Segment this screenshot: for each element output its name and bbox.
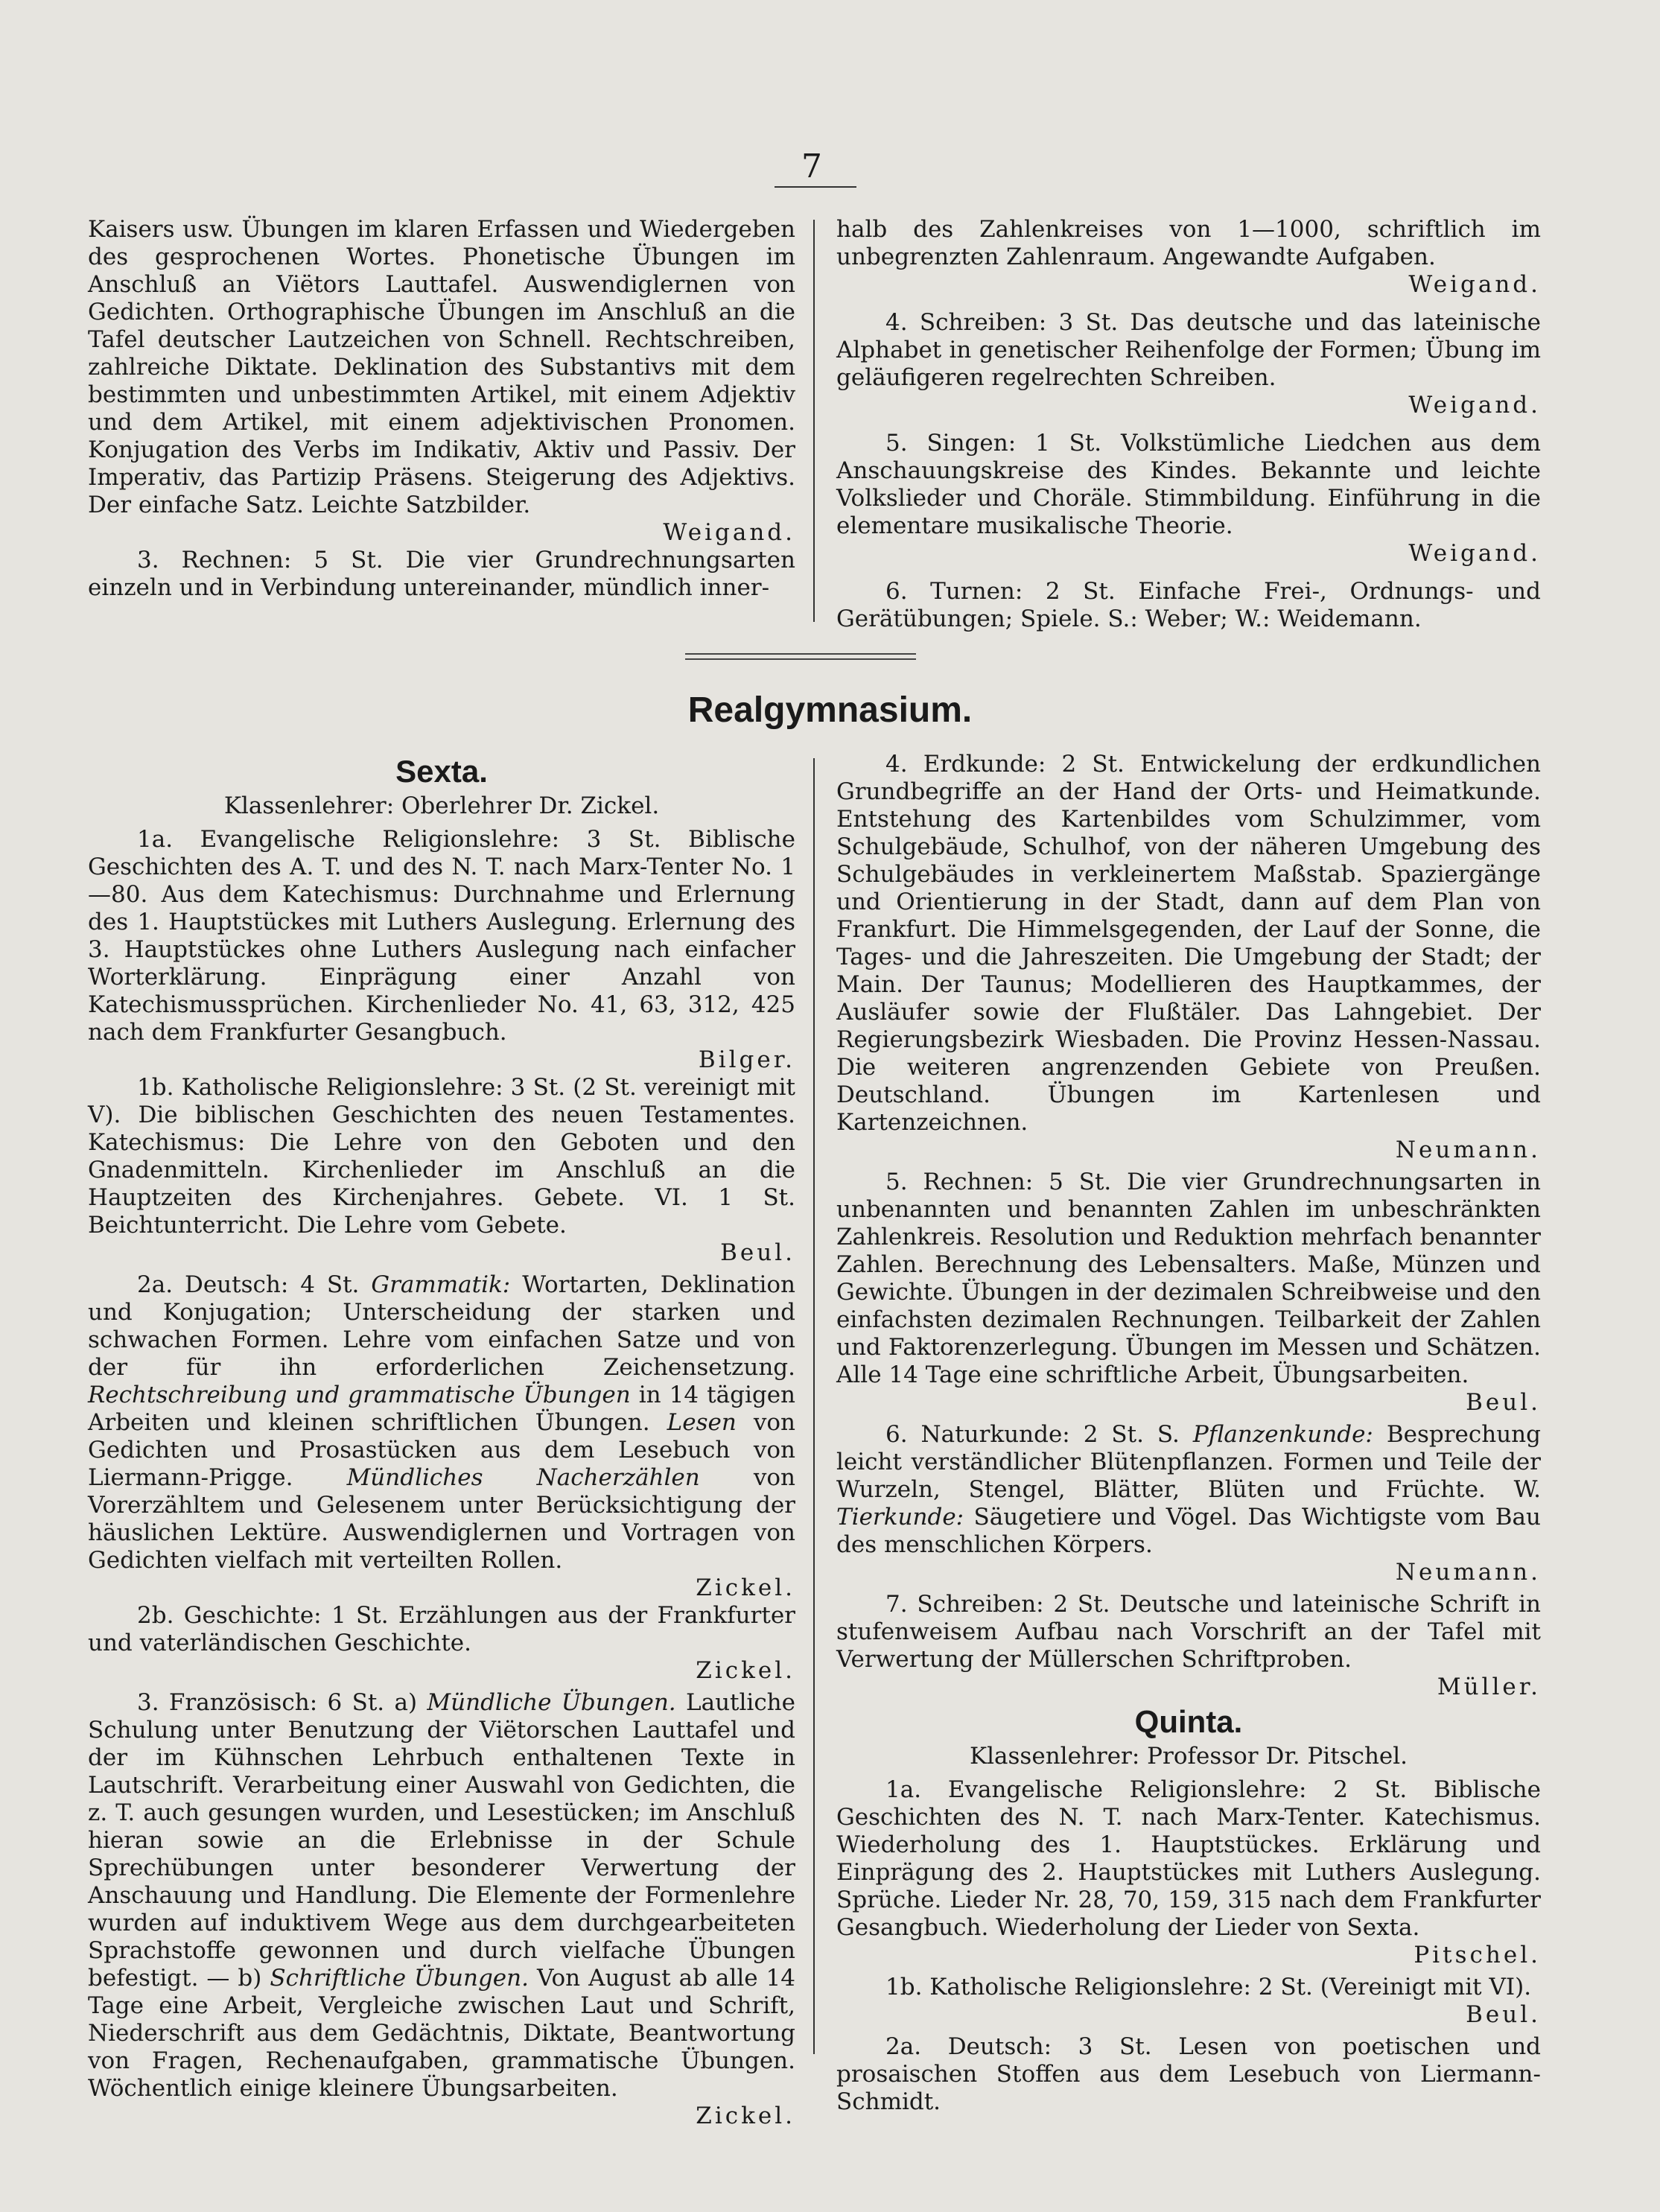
sexta-title: Sexta.: [395, 754, 488, 789]
sexta-column: [88, 751, 795, 2130]
paragraph-head: 3. Französisch: 6 St. a): [137, 1689, 418, 1716]
paragraph-text: Wortarten, Deklination und Konjugation; Unterscheidung der starken und schwachen Formen. Lehre vom einfachen Satze und von der für ihn erforderlichen Zeichensetzung.: [88, 1271, 795, 1381]
teacher-name: Weigand.: [1408, 271, 1541, 298]
paragraph: 4. Schreiben: 3 St. Das deutsche und das lateinische Alphabet in genetischer Reihenfolge der Formen; Übung im geläufigeren regelrechten Schreiben.: [836, 309, 1541, 391]
teacher-name: Beul.: [1466, 2001, 1541, 2028]
paragraph-head: 6. Naturkunde: 2 St. S.: [885, 1421, 1180, 1448]
section-separator: [685, 658, 916, 660]
teacher-name: Neumann.: [1395, 1559, 1541, 1586]
paragraph-text: Lautliche Schulung unter Benutzung der Viëtorschen Lauttafel und der im Kühnschen Lehrbuch enthaltenen Texte in Lautschrift. Verarbeitung einer Auswahl von Gedichten, die z. T. auch gesungen wurden, und Lesestücken; im Anschluß hieran sowie an die Erlebnisse in der Schule Sprechübungen unter besonderer Verwertung der Anschauung und Handlung. Die Elemente der Formenlehre wurden auf induktivem Wege aus dem durchgearbeiteten Sprachstoffe gewonnen und durch vielfache Übungen befestigt. — b): [88, 1689, 795, 1992]
paragraph: 6. Turnen: 2 St. Einfache Frei-, Ordnungs- und Gerätübungen; Spiele. S.: Weber; W.: Weidemann.: [836, 578, 1541, 632]
quinta-teacher: Klassenlehrer: Professor Dr. Pitschel.: [969, 1743, 1408, 1770]
page-number: 7: [801, 147, 822, 185]
paragraph: 4. Erdkunde: 2 St. Entwickelung der erdkundlichen Grundbegriffe an der Hand der Orts- und Heimatkunde. Entstehung des Kartenbildes vom Schulzimmer, vom Schulgebäude, Schulhof, von der näheren Umgebung des Schulgebäudes in verkleinertem Maßstab. Spaziergänge und Orientierung in der Stadt, dann auf dem Plan von Frankfurt. Die Himmelsgegenden, der Lauf der Sonne, die Tages- und die Jahreszeiten. Die Umgebung der Stadt; der Main. Der Taunus; Modellieren des Hauptkammes, der Ausläufer sowie der Flußtäler. Das Lahngebiet. Der Regierungsbezirk Wiesbaden. Die Provinz Hessen-Nassau. Die weiteren angrenzenden Gebiete von Preußen. Deutschland. Übungen im Kartenlesen und Kartenzeichnen.: [836, 751, 1541, 1136]
paragraph: 5. Rechnen: 5 St. Die vier Grundrechnungsarten in unbenannten und benannten Zahlen im unbeschränkten Zahlenkreis. Resolution und Reduktion mehrfach benannter Zahlen. Berechnung des Lebensalters. Maße, Münzen und Gewichte. Übungen in der dezimalen Schreibweise und den einfachsten dezimalen Rechnungen. Teilbarkeit der Zahlen und Faktorenzerlegung. Übungen im Messen und Schätzen. Alle 14 Tage eine schriftliche Arbeit, Übungsarbeiten.: [836, 1169, 1541, 1388]
paragraph: [88, 1271, 795, 1574]
teacher-name: Pitschel.: [1413, 1942, 1541, 1968]
teacher-name: Bilger.: [698, 1046, 795, 1073]
teacher-name: Weigand.: [1408, 540, 1541, 567]
teacher-name: Zickel.: [696, 1574, 795, 1601]
section-separator: [685, 653, 916, 655]
italic-term: Grammatik:: [371, 1271, 511, 1298]
paragraph: 2b. Geschichte: 1 St. Erzählungen aus der Frankfurter und vaterländischen Geschichte.: [88, 1602, 795, 1656]
italic-term: Mündliches Nacherzählen: [346, 1464, 700, 1491]
paragraph-text: Von August ab alle 14 Tage eine Arbeit, Vergleiche zwischen Laut und Schrift, Niederschrift aus dem Gedächtnis, Diktate, Beantwortung von Fragen, Rechenaufgaben, grammatische Übungen. Wöchentlich einige kleinere Übungsarbeiten.: [88, 1965, 796, 2102]
page-number-rule: [775, 186, 856, 188]
paragraph: Kaisers usw. Übungen im klaren Erfassen und Wiedergeben des gesprochenen Wortes. Phonetische Übungen im Anschluß an Viëtors Lauttafel. Auswendiglernen von Gedichten. Orthographische Übungen im Anschluß an die Tafel deutscher Lautzeichen von Schnell. Rechtschreiben, zahlreiche Diktate. Deklination des Substantivs mit dem bestimmten und unbestimmten Artikel, mit einem Adjektiv und dem Artikel, mit einem adjektivischen Pronomen. Konjugation des Verbs im Indikativ, Aktiv und Passiv. Der Imperativ, das Partizip Präsens. Steigerung des Adjektivs. Der einfache Satz. Leichte Satzbilder.: [88, 216, 795, 518]
paragraph: 1a. Evangelische Religionslehre: 2 St. Biblische Geschichten des N. T. nach Marx-Tenter. Katechismus. Wiederholung des 1. Hauptstückes. Erklärung und Einprägung des 2. Hauptstückes mit Luthers Auslegung. Sprüche. Lieder Nr. 28, 70, 159, 315 nach dem Frankfurter Gesangbuch. Wiederholung der Lieder von Sexta.: [836, 1776, 1541, 1941]
teacher-name: Weigand.: [1408, 392, 1541, 419]
teacher-name: Neumann.: [1395, 1137, 1541, 1163]
paragraph: [836, 1421, 1541, 1559]
teacher-name: Beul.: [1466, 1389, 1541, 1416]
paragraph: 1b. Katholische Religionslehre: 3 St. (2 St. vereinigt mit V). Die biblischen Geschichten des neuen Testamentes. Katechismus: Die Lehre von den Geboten und den Gnadenmitteln. Kirchenlieder im Anschluß an die Hauptzeiten des Kirchenjahres. Gebete. VI. 1 St. Beichtunterricht. Die Lehre vom Gebete.: [88, 1074, 795, 1239]
column-divider: [813, 758, 815, 2054]
paragraph-text: in 14 tägigen Arbeiten und kleinen schriftlichen Übungen.: [88, 1382, 796, 1436]
paragraph: 2a. Deutsch: 3 St. Lesen von poetischen und prosaischen Stoffen aus dem Lesebuch von Liermann-Schmidt.: [836, 2033, 1541, 2115]
italic-term: Schriftliche Übungen.: [270, 1965, 529, 1992]
right-column: [836, 751, 1541, 2116]
paragraph: 7. Schreiben: 2 St. Deutsche und lateinische Schrift in stufenweisem Aufbau nach Vorschrift an der Tafel mit Verwertung der Müllerschen Schriftproben.: [836, 1591, 1541, 1673]
italic-term: Tierkunde:: [836, 1504, 964, 1531]
paragraph: [88, 1689, 795, 2103]
column-divider: [813, 220, 815, 622]
main-title: Realgymnasium.: [687, 690, 973, 730]
top-left-column: [88, 216, 795, 602]
teacher-name: Weigand.: [663, 519, 795, 546]
teacher-name: Zickel.: [696, 2103, 795, 2129]
paragraph: 1b. Katholische Religionslehre: 2 St. (Vereinigt mit VI).: [885, 1974, 1532, 2000]
paragraph-text: Säugetiere und Vögel. Das Wichtigste vom Bau des menschlichen Körpers.: [836, 1504, 1541, 1558]
italic-term: Mündliche Übungen.: [427, 1689, 676, 1716]
paragraph-text: von Gedichten und Prosastücken aus dem Lesebuch von Liermann-Prigge.: [88, 1409, 796, 1491]
paragraph: 5. Singen: 1 St. Volkstümliche Liedchen aus dem Anschauungskreise des Kindes. Bekannte und leichte Volkslieder und Choräle. Stimmbildung. Einführung in die elementare musikalische Theorie.: [836, 430, 1541, 539]
paragraph: halb des Zahlenkreises von 1—1000, schriftlich im unbegrenzten Zahlenraum. Angewandte Aufgaben.: [836, 216, 1541, 270]
quinta-title: Quinta.: [1134, 1704, 1243, 1739]
teacher-name: Zickel.: [696, 1657, 795, 1684]
italic-term: Rechtschreibung und grammatische Übungen: [88, 1382, 631, 1408]
sexta-teacher: Klassenlehrer: Oberlehrer Dr. Zickel.: [223, 792, 660, 819]
italic-term: Pflanzenkunde:: [1192, 1421, 1373, 1448]
italic-term: Lesen: [667, 1409, 737, 1436]
paragraph-text: Besprechung leicht verständlicher Blütenpflanzen. Formen und Teile der Wurzeln, Stengel, Blätter, Blüten und Früchte. W.: [836, 1421, 1541, 1503]
teacher-name: Müller.: [1437, 1674, 1541, 1700]
paragraph: 1a. Evangelische Religionslehre: 3 St. Biblische Geschichten des A. T. und des N. T. nach Marx-Tenter No. 1—80. Aus dem Katechismus: Durchnahme und Erlernung des 1. Hauptstückes mit Luthers Auslegung. Erlernung des 3. Hauptstückes ohne Luthers Auslegung nach einfacher Worterklärung. Einprägung einer Anzahl von Katechismussprüchen. Kirchenlieder No. 41, 63, 312, 425 nach dem Frankfurter Gesangbuch.: [88, 826, 795, 1046]
paragraph-text: von Vorerzähltem und Gelesenem unter Berücksichtigung der häuslichen Lektüre. Auswendiglernen und Vortragen von Gedichten vielfach mit verteilten Rollen.: [88, 1464, 795, 1574]
paragraph-head: 2a. Deutsch: 4 St.: [137, 1271, 360, 1298]
paragraph: 3. Rechnen: 5 St. Die vier Grundrechnungsarten einzeln und in Verbindung untereinander, mündlich inner-: [88, 547, 795, 601]
teacher-name: Beul.: [720, 1239, 795, 1266]
top-right-column: [836, 216, 1541, 633]
